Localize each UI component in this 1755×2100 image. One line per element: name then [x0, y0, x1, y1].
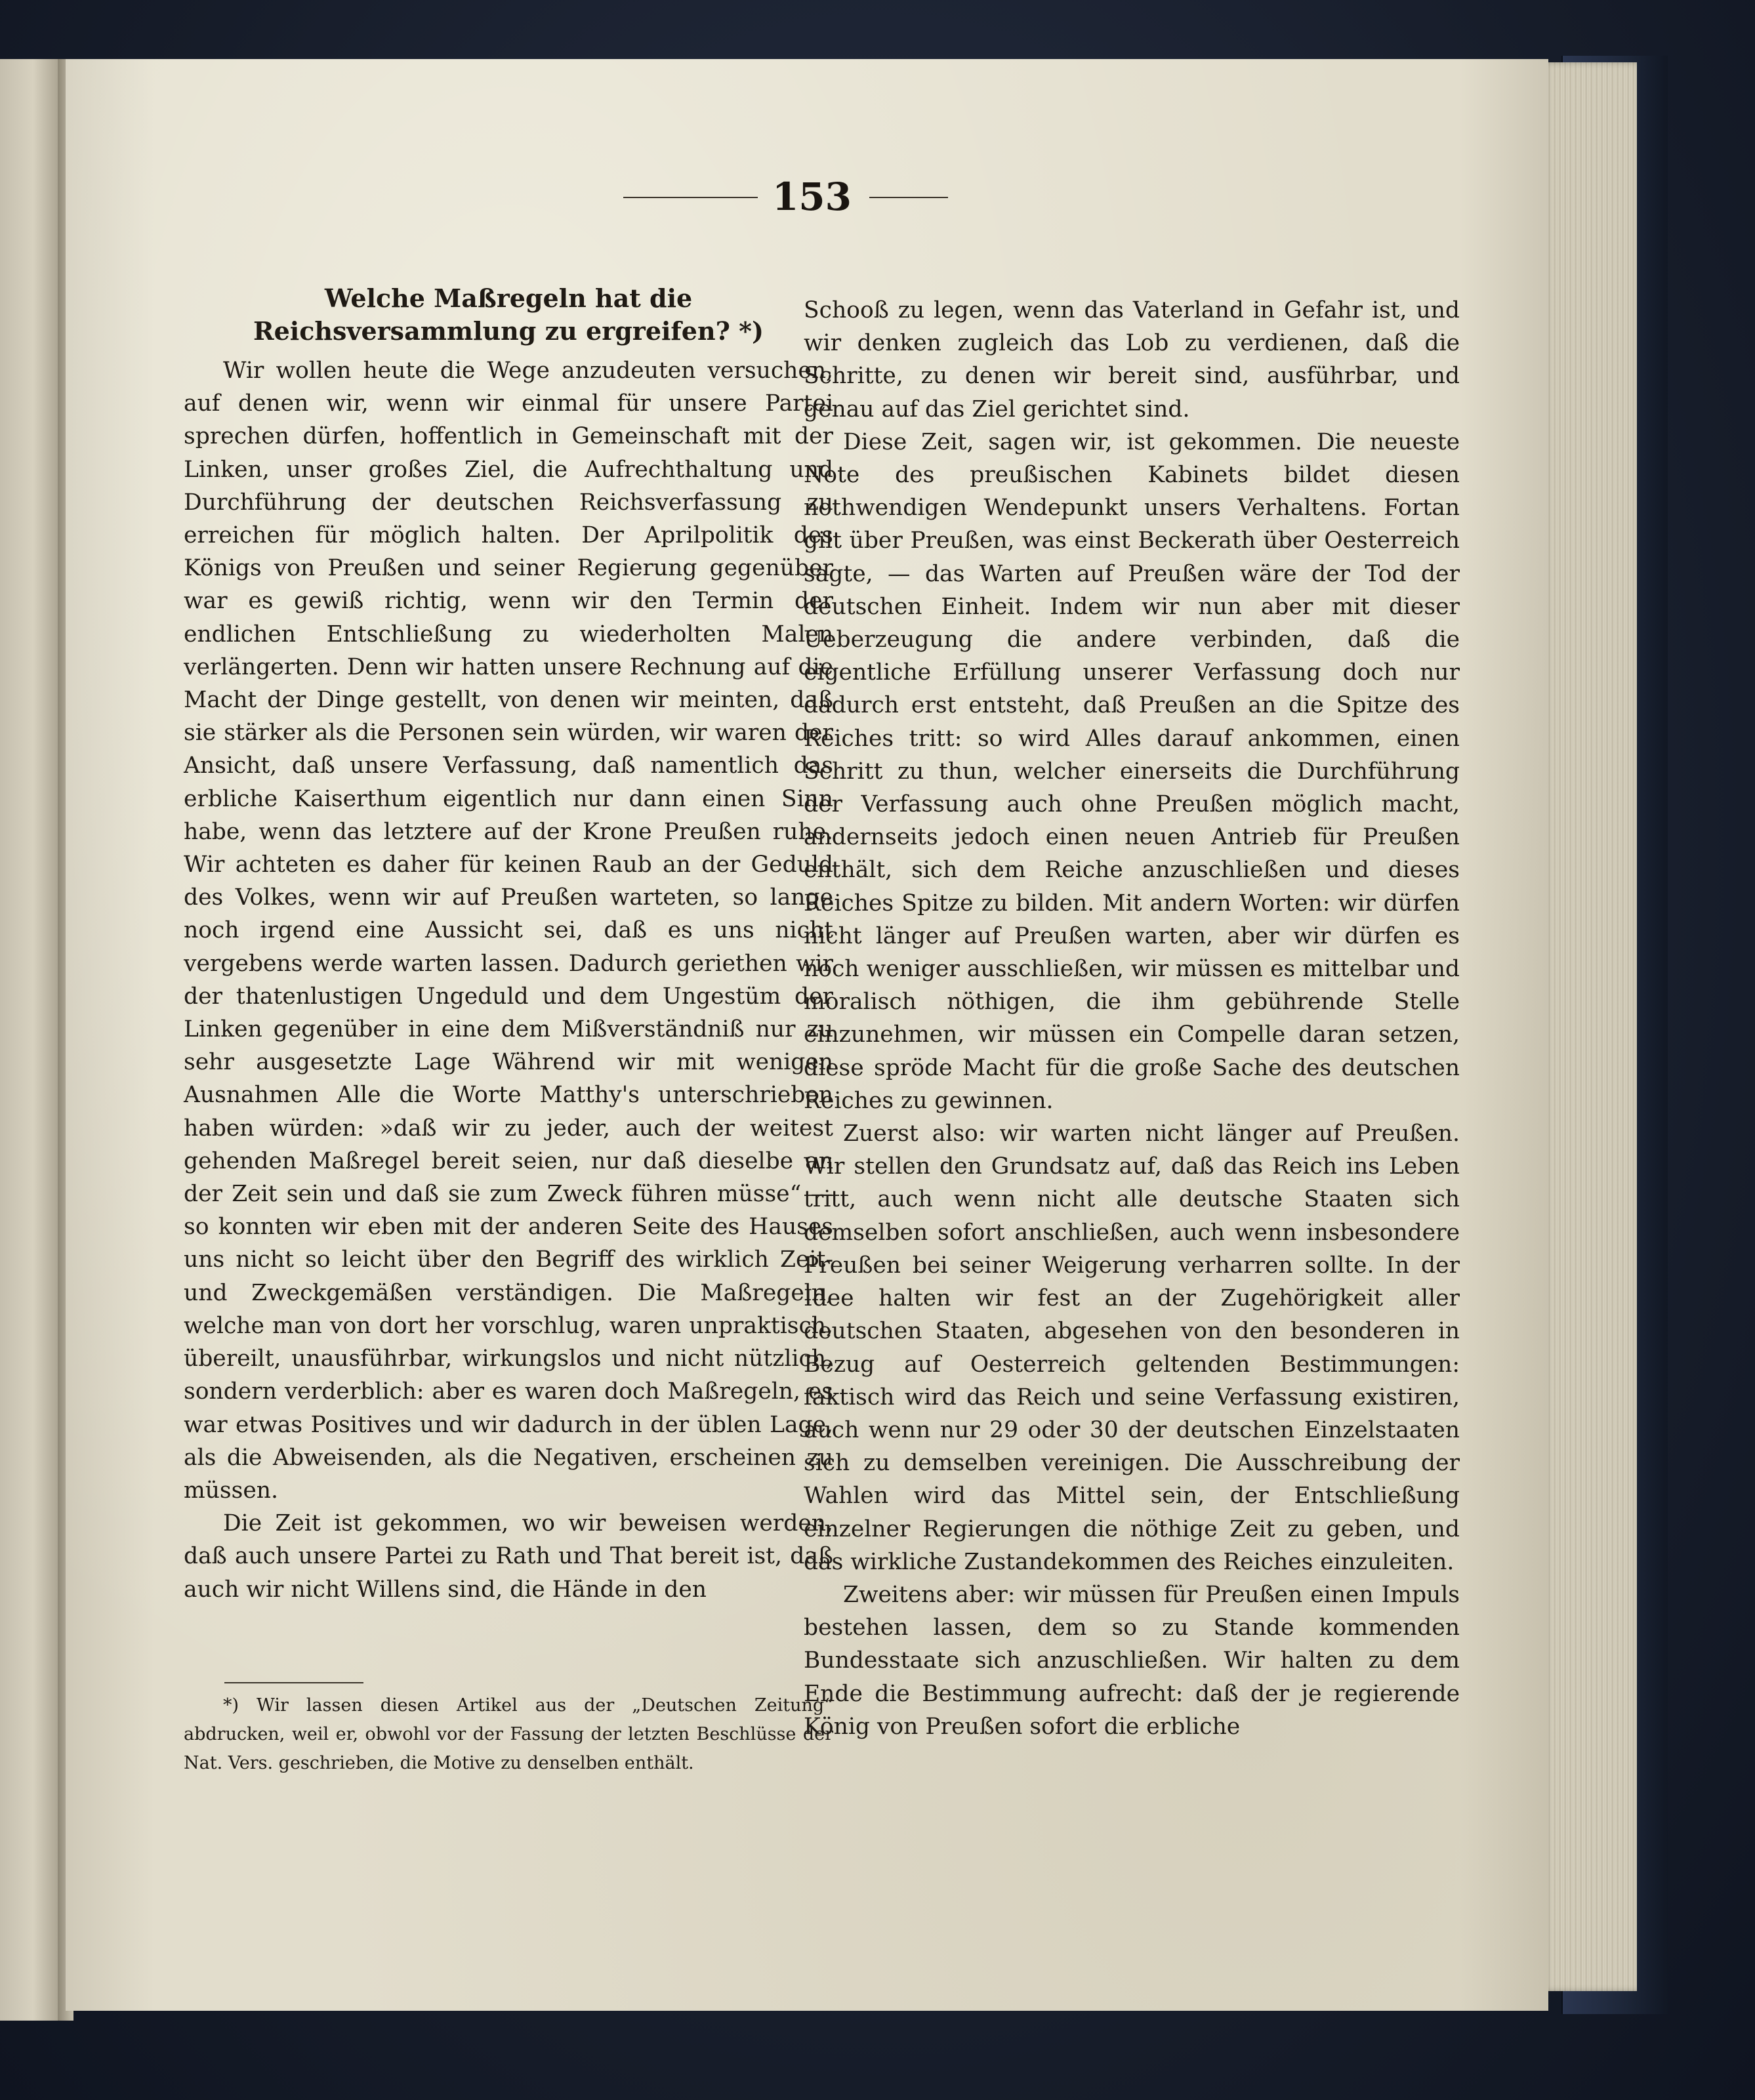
- text-column-right: [804, 294, 1460, 1743]
- page-number: 153: [772, 175, 852, 219]
- header-rule-right: [869, 197, 948, 198]
- paragraph: Zweitens aber: wir müssen für Preußen einen Impuls bestehen lassen, dem so zu Stande kommenden Bundesstaate sich anzuschließen. Wir halten zu dem Ende die Bestimmung aufrecht: daß der je regierende König von Preußen sofort die erbliche: [804, 1581, 1460, 1740]
- paragraph: Schooß zu legen, wenn das Vaterland in Gefahr ist, und wir denken zugleich das Lob zu verdienen, daß die Schritte, zu denen wir bereit sind, ausführbar, und genau auf das Ziel gerichtet sind.: [804, 297, 1460, 422]
- book-page: [66, 59, 1548, 2011]
- paragraph: Die Zeit ist gekommen, wo wir beweisen werden, daß auch unsere Partei zu Rath und That bereit ist, daß auch wir nicht Willens sind, die Hände in den: [184, 1510, 833, 1603]
- footnote-rule: [224, 1682, 363, 1683]
- facing-page-edge: [0, 59, 60, 2021]
- page-edges: [1542, 62, 1637, 1991]
- header-rule-left: [623, 197, 758, 198]
- footnote: *) Wir lassen diesen Artikel aus der „Deutschen Zeitung“ abdrucken, weil er, obwohl vor der Fassung der letzten Beschlüsse der Nat. Vers. geschrieben, die Motive zu denselben enthält.: [184, 1695, 833, 1773]
- paragraph: Diese Zeit, sagen wir, ist gekommen. Die neueste Note des preußischen Kabinets bildet diesen nothwendigen Wendepunkt unsers Verhaltens. Fortan gilt über Preußen, was einst Beckerath über Oesterreich sagte, — das Warten auf Preußen wäre der Tod der deutschen Einheit. Indem wir nun aber mit dieser Ueberzeugung die andere verbinden, daß die eigentliche Erfüllung unserer Verfassung doch nur dadurch erst entsteht, daß Preußen an die Spitze des Reiches tritt: so wird Alles darauf ankommen, einen Schritt zu thun, welcher einerseits die Durchführung der Verfassung auch ohne Preußen möglich macht, andernseits jedoch einen neuen Antrieb für Preußen enthält, sich dem Reiche anzuschließen und dieses Reiches Spitze zu bilden. Mit andern Worten: wir dürfen nicht länger auf Preußen warten, aber wir dürfen es noch weniger ausschließen, wir müssen es mittelbar und moralisch nöthigen, die ihm gebührende Stelle einzunehmen, wir müssen ein Compelle daran setzen, diese spröde Macht für die große Sache des deutschen Reiches zu gewinnen.: [804, 428, 1460, 1114]
- article-title: Welche Maßregeln hat die Reichsversammlung zu ergreifen? *): [253, 283, 764, 346]
- paragraph: Zuerst also: wir warten nicht länger auf Preußen. Wir stellen den Grundsatz auf, daß das Reich ins Leben tritt, auch wenn nicht alle deutsche Staaten sich demselben sofort anschließen, auch wenn insbesondere Preußen bei seiner Weigerung verharren sollte. In der Idee halten wir fest an der Zugehörigkeit aller deutschen Staaten, abgesehen von den besonderen in Bezug auf Oesterreich geltenden Bestimmungen: faktisch wird das Reich und seine Verfassung existiren, auch wenn nur 29 oder 30 der deutschen Einzelstaaten sich zu demselben vereinigen. Die Ausschreibung der Wahlen wird das Mittel sein, der Entschließung einzelner Regierungen die nöthige Zeit zu geben, und das wirkliche Zustandekommen des Reiches einzuleiten.: [804, 1121, 1460, 1575]
- text-column-left: [184, 282, 833, 1606]
- paragraph: Wir wollen heute die Wege anzudeuten versuchen, auf denen wir, wenn wir einmal für unsere Partei sprechen dürfen, hoffentlich in Gemeinschaft mit der Linken, unser großes Ziel, die Aufrechthaltung und Durchführung der deutschen Reichsverfassung zu erreichen für möglich halten. Der Aprilpolitik des Königs von Preußen und seiner Regierung gegenüber war es gewiß richtig, wenn wir den Termin der endlichen Entschließung zu wiederholten Malen verlängerten. Denn wir hatten unsere Rechnung auf die Macht der Dinge gestellt, von denen wir meinten, daß sie stärker als die Personen sein würden, wir waren der Ansicht, daß unsere Verfassung, daß namentlich das erbliche Kaiserthum eigentlich nur dann einen Sinn habe, wenn das letztere auf der Krone Preußen ruhe. Wir achteten es daher für keinen Raub an der Geduld des Volkes, wenn wir auf Preußen warteten, so lange noch irgend eine Aussicht sei, daß es uns nicht vergebens werde warten lassen. Dadurch geriethen wir der thatenlustigen Ungeduld und dem Ungestüm der Linken gegenüber in eine dem Mißverständniß nur zu sehr ausgesetzte Lage Während wir mit wenigen Ausnahmen Alle die Worte Matthy's unterschrieben haben würden: »daß wir zu jeder, auch der weitest gehenden Maßregel bereit seien, nur daß dieselbe an der Zeit sein und daß sie zum Zweck führen müsse“ — so konnten wir eben mit der anderen Seite des Hauses uns nicht so leicht über den Begriff des wirklich Zeit- und Zweckgemäßen verständigen. Die Maßregeln, welche man von dort her vorschlug, waren unpraktisch, übereilt, unausführbar, wirkungslos und nicht nützlich, sondern verderblich: aber es waren doch Maßregeln, es war etwas Positives und wir dadurch in der üblen Lage, als die Abweisenden, als die Negativen, erscheinen zu müssen.: [184, 358, 833, 1504]
